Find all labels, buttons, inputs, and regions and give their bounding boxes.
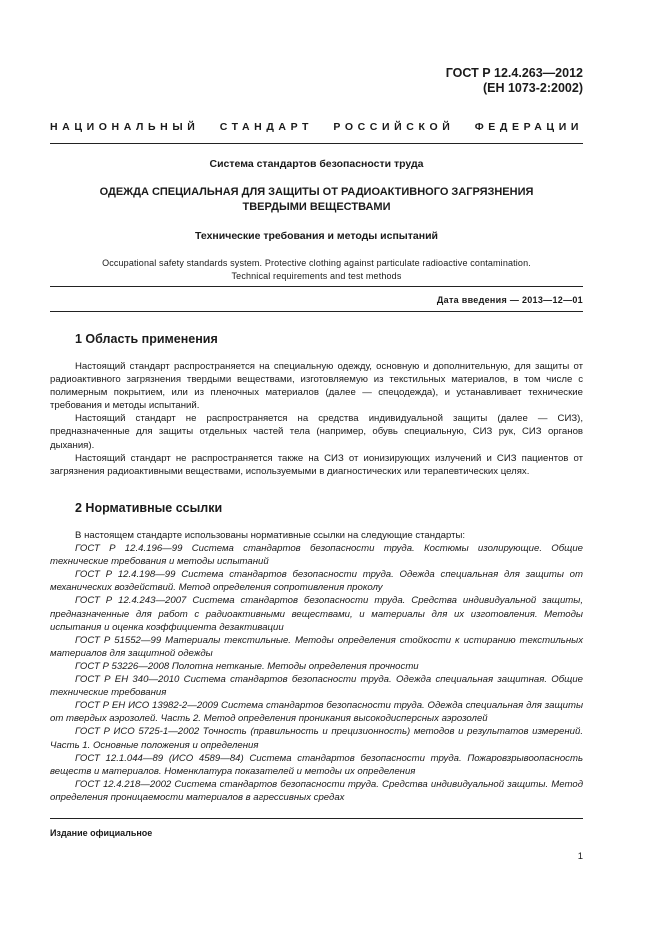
english-title-line-2: Technical requirements and test methods	[231, 271, 402, 281]
section-1-paragraph: Настоящий стандарт не распространяется также на СИЗ от ионизирующих излучений и СИЗ пациентов от загрязнения радиоактивными веществами, используемыми в диагностических или терапевтических целях.	[50, 452, 583, 477]
introduction-date: Дата введения — 2013—12—01	[436, 295, 583, 305]
reference-item: ГОСТ Р 12.4.198—99 Система стандартов безопасности труда. Одежда специальная для защиты от механических воздействий. Метод определения сопротивления проколу	[50, 569, 583, 594]
section-2-heading: 2 Нормативные ссылки	[75, 501, 223, 515]
section-1-paragraph: Настоящий стандарт распространяется на специальную одежду, основную и дополнительную, для защиты от радиоактивного загрязнения твердыми веществами, изготовляемую из текстильных материалов, в том числе с полимерным покрытием, или из пленочных материалов (далее — спецодежда), и устанавливает технические требования и методы испытаний.	[50, 361, 583, 412]
national-standard-banner: НАЦИОНАЛЬНЫЙ СТАНДАРТ РОССИЙСКОЙ ФЕДЕРАЦИИ	[50, 121, 583, 133]
references-intro: В настоящем стандарте использованы нормативные ссылки на следующие стандарты:	[75, 530, 466, 541]
english-title	[50, 257, 583, 283]
page-number: 1	[577, 851, 583, 862]
reference-item: ГОСТ Р ИСО 5725-1—2002 Точность (правильность и прецизионность) методов и результатов измерений. Часть 1. Основные положения и определения	[50, 726, 583, 751]
official-edition-label: Издание официальное	[50, 828, 153, 838]
reference-item: ГОСТ 12.4.218—2002 Система стандартов безопасности труда. Средства индивидуальной защиты. Метод определения проницаемости материалов в агрессивных средах	[50, 778, 583, 803]
reference-item: ГОСТ Р 12.4.243—2007 Система стандартов безопасности труда. Средства индивидуальной защиты, предназначенные для работ с радиоактивными веществами, и материалы для их изготовления. Методы испытания и оценка коэффициента дезактивации	[50, 595, 583, 633]
date-rule	[50, 311, 583, 312]
reference-item: ГОСТ Р 51552—99 Материалы текстильные. Методы определения стойкости к истиранию текстильных материалов для защитной одежды	[50, 634, 583, 659]
section-1-heading: 1 Область применения	[75, 332, 218, 346]
reference-item: ГОСТ Р 53226—2008 Полотна нетканые. Методы определения прочности	[75, 660, 419, 672]
section-1-paragraph: Настоящий стандарт не распространяется на средства индивидуальной защиты (далее — СИЗ), предназначенные для защиты отдельных частей тела (например, обувь специальную, СИЗ рук, СИЗ органов дыхания).	[50, 413, 583, 451]
reference-item: ГОСТ Р ЕН ИСО 13982-2—2009 Система стандартов безопасности труда. Одежда специальная для защиты от твердых аэрозолей. Часть 2. Метод определения проникания высокодисперсных аэрозолей	[50, 700, 583, 725]
footer-rule	[50, 818, 583, 819]
title-rule	[50, 286, 583, 287]
document-subtitle: Технические требования и методы испытаний	[195, 230, 438, 242]
english-title-line-1: Occupational safety standards system. Protective clothing against particulate radioactive contamination.	[102, 258, 531, 268]
standard-series: Система стандартов безопасности труда	[209, 158, 424, 170]
gost-number: ГОСТ Р 12.4.263—2012	[445, 66, 583, 80]
reference-item: ГОСТ 12.1.044—89 (ИСО 4589—84) Система стандартов безопасности труда. Пожаровзрывоопасность веществ и материалов. Номенклатура показателей и методы их определения	[50, 752, 583, 777]
title-line-1: ОДЕЖДА СПЕЦИАЛЬНАЯ ДЛЯ ЗАЩИТЫ ОТ РАДИОАКТИВНОГО ЗАГРЯЗНЕНИЯ	[99, 186, 534, 198]
section-1-body	[50, 360, 583, 478]
standard-number-block	[446, 66, 583, 96]
document-title	[50, 185, 583, 215]
section-2-body	[50, 529, 583, 804]
title-line-2: ТВЕРДЫМИ ВЕЩЕСТВАМИ	[242, 201, 391, 213]
en-number: (ЕН 1073-2:2002)	[482, 81, 583, 95]
header-rule	[50, 143, 583, 144]
reference-item: ГОСТ Р 12.4.196—99 Система стандартов безопасности труда. Костюмы изолирующие. Общие технические требования и методы испытаний	[50, 543, 583, 568]
reference-item: ГОСТ Р ЕН 340—2010 Система стандартов безопасности труда. Одежда специальная защитная. Общие технические требования	[50, 674, 583, 699]
